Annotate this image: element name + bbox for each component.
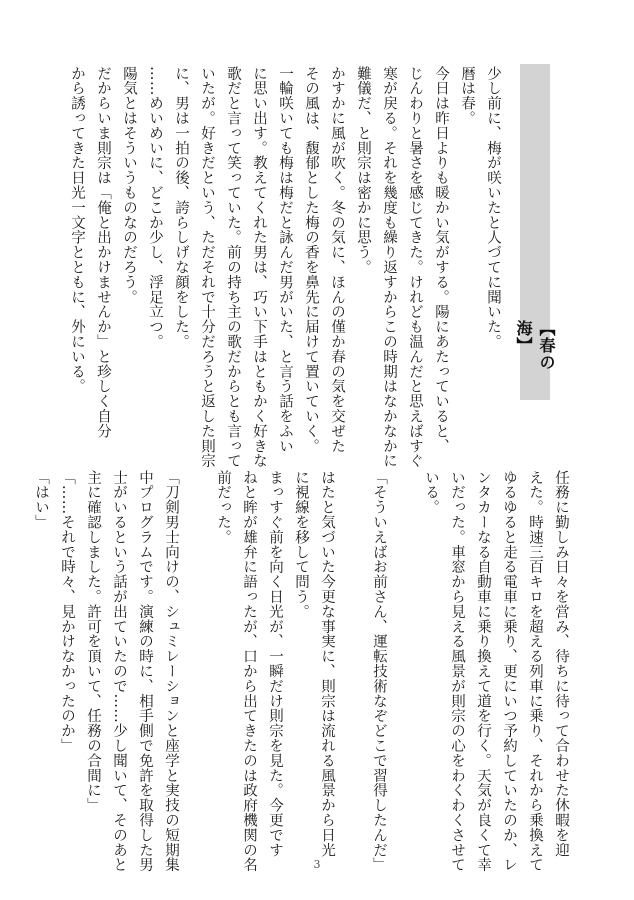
text-line: 陽気とはそういうものなのだろう。 bbox=[121, 66, 137, 305]
page-number: 3 bbox=[313, 858, 321, 871]
text-line: ……めいめいに、どこか少し、浮足立つ。 bbox=[147, 66, 163, 350]
text-line: 少し前に、梅が咲いたと人づてに聞いた。 bbox=[485, 66, 501, 350]
text-line: 寒が戻る。それを幾度も繰り返すからこの時期はなかなかに bbox=[381, 66, 397, 469]
text-line: 士がいるという話が出ていたので……少し聞いて、そのあと bbox=[111, 470, 127, 873]
text-line: ねと眸が雄弁に語ったが、口から出てきたのは政府機関の名 bbox=[241, 470, 257, 873]
text-line: だからいま則宗は「俺と出かけませんか」と珍しく自分 bbox=[95, 66, 111, 439]
text-line: 主に確認しました。許可を頂いて、任務の合間に」 bbox=[85, 470, 101, 813]
text-line: はたと気づいた今更な事実に、則宗は流れる風景から日光 bbox=[319, 470, 335, 858]
text-line: まっすぐ前を向く日光が、一瞬だけ則宗を見た。今更です bbox=[267, 470, 283, 858]
text-line: じんわりと暑さを感じてきた。けれども温んだと思えばすぐ bbox=[407, 66, 423, 469]
text-line: 任務に勤しみ日々を営み、待ちに待って合わせた休暇を迎 bbox=[553, 470, 569, 858]
text-line: 難儀だ、と則宗は密かに思う。 bbox=[355, 66, 371, 275]
text-line: 前だった。 bbox=[215, 470, 231, 545]
text-line: 「刀剣男士向けの、シュミレーションと座学と実技の短期集 bbox=[163, 470, 179, 873]
text-line: に思い出す。教えてくれた男は、巧い下手はともかく好きな bbox=[251, 66, 267, 469]
text-line: 一輪咲いても梅は梅だと詠んだ男がいた、と言う話をふい bbox=[277, 66, 293, 454]
text-line: かすかに風が吹く。冬の気に、ほんの僅か春の気を交ぜた bbox=[329, 66, 345, 454]
chapter-title: 【春の海】 bbox=[514, 320, 556, 371]
text-line: に視線を移して問う。 bbox=[293, 470, 309, 619]
text-line: 「はい」 bbox=[33, 470, 49, 530]
text-line: 暦は春。 bbox=[459, 66, 475, 126]
text-line: 中プログラムです。演練の時に、相手側で免許を取得した男 bbox=[137, 470, 153, 873]
text-line bbox=[184, 470, 210, 840]
chapter-title-bar bbox=[514, 64, 556, 400]
text-line: 今日は昨日よりも暖かい気がする。陽にあたっていると、 bbox=[433, 66, 449, 454]
text-line: に、男は一拍の後、誇らしげな顔をした。 bbox=[173, 66, 189, 350]
text-line: えた。時速三百キロを超える列車に乗り、それから乗換えて bbox=[527, 470, 543, 873]
upper-text-block bbox=[64, 66, 506, 476]
text-line: いだった。車窓から見える風景が則宗の心をわくわくさせて bbox=[449, 470, 465, 873]
text-line: 「……それで時々、見かけなかったのか」 bbox=[59, 470, 75, 754]
text-line: から誘ってきた日光一文字とともに、外にいる。 bbox=[69, 66, 85, 394]
text-line: 歌だと言って笑っていた。前の持ち主の歌だからとも言って bbox=[225, 66, 241, 469]
text-line: いる。 bbox=[423, 470, 439, 515]
text-line bbox=[392, 470, 418, 840]
text-line: ンタカーなる自動車に乗り換えて道を行く。天気が良くて幸 bbox=[475, 470, 491, 873]
lower-text-block bbox=[28, 470, 574, 873]
text-line: 「そういえばお前さん、運転技術なぞどこで習得したんだ」 bbox=[371, 470, 387, 873]
text-line bbox=[340, 470, 366, 840]
text-line: いたが。好きだという、ただそれで十分だろうと返した則宗 bbox=[199, 66, 215, 469]
text-line: ゆるゆると走る電車に乗り、更にいつ予約していたのか、レ bbox=[501, 470, 517, 873]
text-line: その風は、馥郁とした梅の香を鼻先に届けて置いていく。 bbox=[303, 66, 319, 454]
